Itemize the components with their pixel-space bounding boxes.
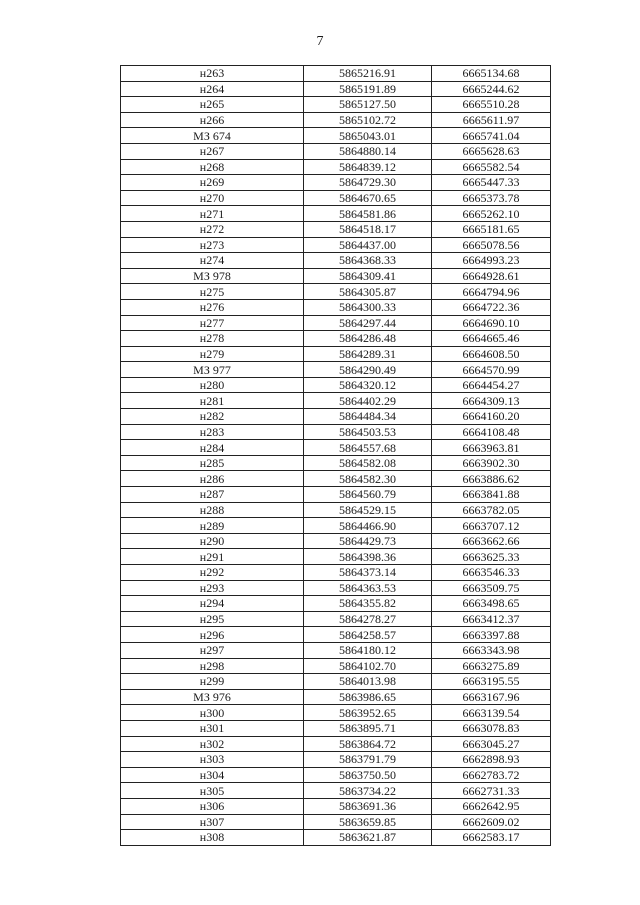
point-id-cell: МЗ 674	[121, 128, 304, 144]
table-row	[121, 362, 551, 378]
table-row	[121, 159, 551, 175]
point-id-cell: н299	[121, 674, 304, 690]
point-id-cell: н273	[121, 237, 304, 253]
table-row	[121, 331, 551, 347]
x-coordinate-cell: 5864309.41	[304, 268, 432, 284]
table-row	[121, 549, 551, 565]
table-row	[121, 455, 551, 471]
table-row	[121, 487, 551, 503]
table-row	[121, 580, 551, 596]
point-id-cell: н297	[121, 642, 304, 658]
table-row	[121, 502, 551, 518]
point-id-cell: н295	[121, 611, 304, 627]
table-row	[121, 565, 551, 581]
x-coordinate-cell: 5864373.14	[304, 565, 432, 581]
table-row	[121, 689, 551, 705]
x-coordinate-cell: 5864286.48	[304, 331, 432, 347]
x-coordinate-cell: 5864484.34	[304, 409, 432, 425]
y-coordinate-cell: 6663546.33	[432, 565, 551, 581]
x-coordinate-cell: 5863895.71	[304, 720, 432, 736]
x-coordinate-cell: 5864180.12	[304, 642, 432, 658]
x-coordinate-cell: 5864297.44	[304, 315, 432, 331]
point-id-cell: н274	[121, 253, 304, 269]
table-row	[121, 798, 551, 814]
x-coordinate-cell: 5864013.98	[304, 674, 432, 690]
point-id-cell: н267	[121, 143, 304, 159]
x-coordinate-cell: 5863952.65	[304, 705, 432, 721]
x-coordinate-cell: 5864560.79	[304, 487, 432, 503]
y-coordinate-cell: 6663498.65	[432, 596, 551, 612]
y-coordinate-cell: 6663902.30	[432, 455, 551, 471]
point-id-cell: н308	[121, 830, 304, 846]
x-coordinate-cell: 5864670.65	[304, 190, 432, 206]
point-id-cell: н304	[121, 767, 304, 783]
y-coordinate-cell: 6663886.62	[432, 471, 551, 487]
point-id-cell: н302	[121, 736, 304, 752]
x-coordinate-cell: 5864880.14	[304, 143, 432, 159]
table-row	[121, 814, 551, 830]
x-coordinate-cell: 5864582.08	[304, 455, 432, 471]
table-row	[121, 642, 551, 658]
point-id-cell: н283	[121, 424, 304, 440]
point-id-cell: н276	[121, 299, 304, 315]
point-id-cell: н301	[121, 720, 304, 736]
table-row	[121, 284, 551, 300]
point-id-cell: н292	[121, 565, 304, 581]
x-coordinate-cell: 5864278.27	[304, 611, 432, 627]
point-id-cell: н285	[121, 455, 304, 471]
point-id-cell: н288	[121, 502, 304, 518]
table-row	[121, 346, 551, 362]
point-id-cell: н280	[121, 377, 304, 393]
table-row	[121, 97, 551, 113]
x-coordinate-cell: 5864289.31	[304, 346, 432, 362]
x-coordinate-cell: 5864437.00	[304, 237, 432, 253]
point-id-cell: н290	[121, 533, 304, 549]
y-coordinate-cell: 6665134.68	[432, 66, 551, 82]
table-row	[121, 783, 551, 799]
y-coordinate-cell: 6665510.28	[432, 97, 551, 113]
x-coordinate-cell: 5865191.89	[304, 81, 432, 97]
point-id-cell: н269	[121, 175, 304, 191]
point-id-cell: н266	[121, 112, 304, 128]
x-coordinate-cell: 5864729.30	[304, 175, 432, 191]
x-coordinate-cell: 5863986.65	[304, 689, 432, 705]
point-id-cell: н307	[121, 814, 304, 830]
point-id-cell: н272	[121, 221, 304, 237]
y-coordinate-cell: 6663167.96	[432, 689, 551, 705]
table-row	[121, 720, 551, 736]
x-coordinate-cell: 5864582.30	[304, 471, 432, 487]
y-coordinate-cell: 6664928.61	[432, 268, 551, 284]
y-coordinate-cell: 6663195.55	[432, 674, 551, 690]
y-coordinate-cell: 6665741.04	[432, 128, 551, 144]
coordinates-table-body	[121, 66, 551, 846]
point-id-cell: н268	[121, 159, 304, 175]
y-coordinate-cell: 6665181.65	[432, 221, 551, 237]
point-id-cell: МЗ 977	[121, 362, 304, 378]
y-coordinate-cell: 6665611.97	[432, 112, 551, 128]
table-row	[121, 440, 551, 456]
x-coordinate-cell: 5863791.79	[304, 752, 432, 768]
x-coordinate-cell: 5863734.22	[304, 783, 432, 799]
x-coordinate-cell: 5864398.36	[304, 549, 432, 565]
x-coordinate-cell: 5865216.91	[304, 66, 432, 82]
table-row	[121, 533, 551, 549]
x-coordinate-cell: 5864529.15	[304, 502, 432, 518]
table-row	[121, 471, 551, 487]
y-coordinate-cell: 6664665.46	[432, 331, 551, 347]
point-id-cell: н263	[121, 66, 304, 82]
x-coordinate-cell: 5864355.82	[304, 596, 432, 612]
x-coordinate-cell: 5864258.57	[304, 627, 432, 643]
table-row	[121, 268, 551, 284]
x-coordinate-cell: 5864839.12	[304, 159, 432, 175]
point-id-cell: н289	[121, 518, 304, 534]
x-coordinate-cell: 5864581.86	[304, 206, 432, 222]
x-coordinate-cell: 5864466.90	[304, 518, 432, 534]
table-row	[121, 315, 551, 331]
point-id-cell: н265	[121, 97, 304, 113]
table-row	[121, 752, 551, 768]
y-coordinate-cell: 6662583.17	[432, 830, 551, 846]
y-coordinate-cell: 6665262.10	[432, 206, 551, 222]
y-coordinate-cell: 6662609.02	[432, 814, 551, 830]
y-coordinate-cell: 6662783.72	[432, 767, 551, 783]
y-coordinate-cell: 6662731.33	[432, 783, 551, 799]
point-id-cell: н264	[121, 81, 304, 97]
y-coordinate-cell: 6664454.27	[432, 377, 551, 393]
table-row	[121, 112, 551, 128]
y-coordinate-cell: 6663662.66	[432, 533, 551, 549]
table-row	[121, 611, 551, 627]
table-row	[121, 830, 551, 846]
table-row	[121, 221, 551, 237]
y-coordinate-cell: 6665244.62	[432, 81, 551, 97]
x-coordinate-cell: 5865043.01	[304, 128, 432, 144]
y-coordinate-cell: 6663782.05	[432, 502, 551, 518]
point-id-cell: н282	[121, 409, 304, 425]
point-id-cell: н287	[121, 487, 304, 503]
y-coordinate-cell: 6664993.23	[432, 253, 551, 269]
table-row	[121, 377, 551, 393]
y-coordinate-cell: 6663139.54	[432, 705, 551, 721]
x-coordinate-cell: 5865102.72	[304, 112, 432, 128]
y-coordinate-cell: 6663397.88	[432, 627, 551, 643]
point-id-cell: н291	[121, 549, 304, 565]
x-coordinate-cell: 5864518.17	[304, 221, 432, 237]
x-coordinate-cell: 5864320.12	[304, 377, 432, 393]
x-coordinate-cell: 5863691.36	[304, 798, 432, 814]
y-coordinate-cell: 6664690.10	[432, 315, 551, 331]
x-coordinate-cell: 5863750.50	[304, 767, 432, 783]
y-coordinate-cell: 6662642.95	[432, 798, 551, 814]
point-id-cell: н296	[121, 627, 304, 643]
table-row	[121, 409, 551, 425]
point-id-cell: н305	[121, 783, 304, 799]
x-coordinate-cell: 5864557.68	[304, 440, 432, 456]
table-row	[121, 393, 551, 409]
x-coordinate-cell: 5863659.85	[304, 814, 432, 830]
y-coordinate-cell: 6665373.78	[432, 190, 551, 206]
table-row	[121, 81, 551, 97]
point-id-cell: н294	[121, 596, 304, 612]
table-row	[121, 674, 551, 690]
table-row	[121, 190, 551, 206]
point-id-cell: н300	[121, 705, 304, 721]
table-row	[121, 253, 551, 269]
x-coordinate-cell: 5864503.53	[304, 424, 432, 440]
y-coordinate-cell: 6664309.13	[432, 393, 551, 409]
table-row	[121, 128, 551, 144]
table-row	[121, 143, 551, 159]
point-id-cell: н277	[121, 315, 304, 331]
table-row	[121, 299, 551, 315]
page-number: 7	[316, 34, 324, 49]
point-id-cell: н286	[121, 471, 304, 487]
y-coordinate-cell: 6665582.54	[432, 159, 551, 175]
table-row	[121, 705, 551, 721]
point-id-cell: МЗ 978	[121, 268, 304, 284]
y-coordinate-cell: 6665628.63	[432, 143, 551, 159]
table-row	[121, 66, 551, 82]
point-id-cell: н303	[121, 752, 304, 768]
y-coordinate-cell: 6663343.98	[432, 642, 551, 658]
y-coordinate-cell: 6663045.27	[432, 736, 551, 752]
point-id-cell: н270	[121, 190, 304, 206]
point-id-cell: н281	[121, 393, 304, 409]
y-coordinate-cell: 6663841.88	[432, 487, 551, 503]
x-coordinate-cell: 5864402.29	[304, 393, 432, 409]
y-coordinate-cell: 6664160.20	[432, 409, 551, 425]
table-row	[121, 206, 551, 222]
table-row	[121, 627, 551, 643]
table-row	[121, 596, 551, 612]
table-row	[121, 736, 551, 752]
point-id-cell: н275	[121, 284, 304, 300]
x-coordinate-cell: 5864305.87	[304, 284, 432, 300]
y-coordinate-cell: 6664570.99	[432, 362, 551, 378]
y-coordinate-cell: 6664108.48	[432, 424, 551, 440]
x-coordinate-cell: 5864102.70	[304, 658, 432, 674]
y-coordinate-cell: 6665078.56	[432, 237, 551, 253]
x-coordinate-cell: 5864290.49	[304, 362, 432, 378]
x-coordinate-cell: 5864368.33	[304, 253, 432, 269]
x-coordinate-cell: 5863621.87	[304, 830, 432, 846]
table-row	[121, 424, 551, 440]
y-coordinate-cell: 6663078.83	[432, 720, 551, 736]
y-coordinate-cell: 6663707.12	[432, 518, 551, 534]
point-id-cell: н298	[121, 658, 304, 674]
x-coordinate-cell: 5864300.33	[304, 299, 432, 315]
x-coordinate-cell: 5864429.73	[304, 533, 432, 549]
table-row	[121, 237, 551, 253]
point-id-cell: МЗ 976	[121, 689, 304, 705]
point-id-cell: н284	[121, 440, 304, 456]
table-row	[121, 518, 551, 534]
table-row	[121, 767, 551, 783]
y-coordinate-cell: 6662898.93	[432, 752, 551, 768]
coordinates-table	[120, 65, 551, 846]
y-coordinate-cell: 6664608.50	[432, 346, 551, 362]
y-coordinate-cell: 6664722.36	[432, 299, 551, 315]
point-id-cell: н271	[121, 206, 304, 222]
y-coordinate-cell: 6663275.89	[432, 658, 551, 674]
table-row	[121, 658, 551, 674]
point-id-cell: н293	[121, 580, 304, 596]
y-coordinate-cell: 6663412.37	[432, 611, 551, 627]
point-id-cell: н306	[121, 798, 304, 814]
point-id-cell: н278	[121, 331, 304, 347]
y-coordinate-cell: 6664794.96	[432, 284, 551, 300]
y-coordinate-cell: 6663625.33	[432, 549, 551, 565]
y-coordinate-cell: 6665447.33	[432, 175, 551, 191]
x-coordinate-cell: 5863864.72	[304, 736, 432, 752]
point-id-cell: н279	[121, 346, 304, 362]
x-coordinate-cell: 5864363.53	[304, 580, 432, 596]
x-coordinate-cell: 5865127.50	[304, 97, 432, 113]
table-row	[121, 175, 551, 191]
y-coordinate-cell: 6663963.81	[432, 440, 551, 456]
y-coordinate-cell: 6663509.75	[432, 580, 551, 596]
